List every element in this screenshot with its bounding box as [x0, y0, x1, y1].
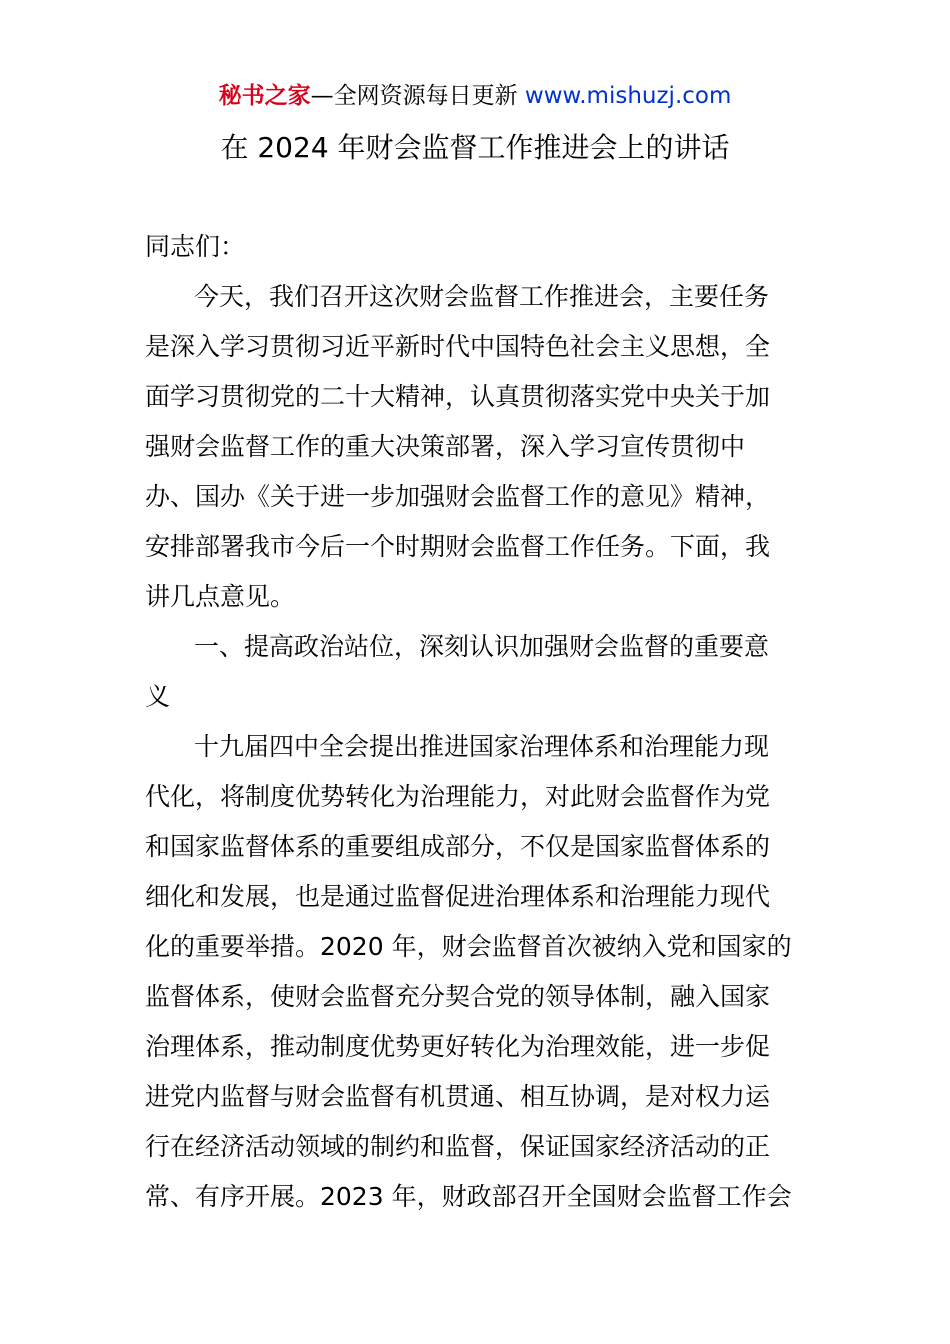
- paragraph-line: 化的重要举措。2020 年，财会监督首次被纳入党和国家的: [145, 932, 792, 961]
- paragraph-line: 常、有序开展。2023 年，财政部召开全国财会监督工作会: [145, 1182, 792, 1211]
- paragraph-line: 行在经济活动领域的制约和监督，保证国家经济活动的正: [145, 1132, 771, 1161]
- site-url-link[interactable]: www.mishuzj.com: [524, 83, 732, 109]
- paragraph-line: 十九届四中全会提出推进国家治理体系和治理能力现: [194, 732, 770, 761]
- section-heading-line: 一、提高政治站位，深刻认识加强财会监督的重要意: [194, 632, 770, 661]
- paragraph-line: 代化，将制度优势转化为治理能力，对此财会监督作为党: [145, 782, 771, 811]
- paragraph-line: 面学习贯彻党的二十大精神，认真贯彻落实党中央关于加: [145, 382, 771, 411]
- paragraph-line: 今天，我们召开这次财会监督工作推进会，主要任务: [194, 282, 770, 311]
- paragraph-line: 进党内监督与财会监督有机贯通、相互协调，是对权力运: [145, 1082, 771, 1111]
- site-header: [0, 80, 950, 112]
- paragraph-line: 讲几点意见。: [145, 582, 296, 611]
- paragraph-line: 安排部署我市今后一个时期财会监督工作任务。下面，我: [145, 532, 771, 561]
- paragraph-line: 和国家监督体系的重要组成部分，不仅是国家监督体系的: [145, 832, 771, 861]
- salutation: 同志们：: [145, 232, 246, 261]
- paragraph-line: 强财会监督工作的重大决策部署，深入学习宣传贯彻中: [145, 432, 746, 461]
- site-brand: 秘书之家: [218, 83, 311, 109]
- paragraph-line: 细化和发展，也是通过监督促进治理体系和治理能力现代: [145, 882, 771, 911]
- paragraph-line: 办、国办《关于进一步加强财会监督工作的意见》精神，: [145, 482, 771, 511]
- paragraph-line: 监督体系，使财会监督充分契合党的领导体制，融入国家: [145, 982, 771, 1011]
- document-body: [145, 222, 807, 1222]
- document-title: 在 2024 年财会监督工作推进会上的讲话: [220, 131, 730, 164]
- paragraph-line: 是深入学习贯彻习近平新时代中国特色社会主义思想，全: [145, 332, 771, 361]
- paragraph-line: 治理体系，推动制度优势更好转化为治理效能，进一步促: [145, 1032, 771, 1061]
- section-heading-line: 义: [145, 682, 171, 711]
- site-slogan: —全网资源每日更新: [310, 83, 518, 109]
